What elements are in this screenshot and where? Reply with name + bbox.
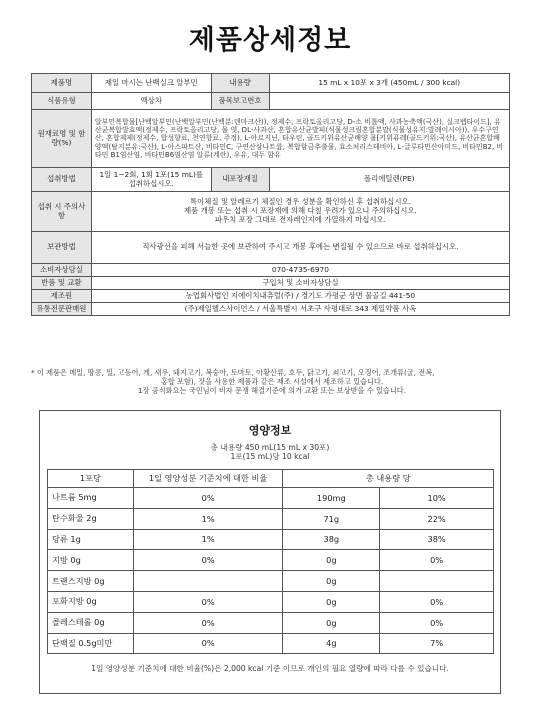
- seller-label: 유통전문판매원: [32, 303, 92, 316]
- nutrient-total: 0g: [283, 550, 380, 571]
- nutrient-daily-pct: 0%: [133, 550, 283, 571]
- storage-label: 보관방법: [32, 232, 92, 264]
- nutrition-row: [48, 591, 494, 612]
- nutrient-total-pct: 0%: [380, 612, 494, 633]
- nutrient-total: 4g: [283, 633, 380, 654]
- allergen-notice: [31, 368, 513, 396]
- nutrient-total: 0g: [283, 571, 380, 592]
- nutrient-daily-pct: [133, 571, 283, 592]
- nutrient-daily-pct: 1%: [133, 529, 283, 550]
- ingredients-value: 알부민복합물[난백알부민(난백알부민(난백분:덴마크산)), 정제수, 프락토올리고당, D-소 비톨액, 사과농축액(국산), 실크펩타이드], 유산균복합발효액(정제수, 프락토올리고당, 물 엿, DL-사과산, 혼합유산균발피(식물성크림혼합분말(식물성유지:말레이시아)), 우수구연 산, 혼합제제(정제수, 합성향료, 천연향료, 주정), L-아르지닌, 타우린, 골드키위유산균배양 물[키위퓨레(골드키위:국산), 유산균혼합배양액(탈지분유:국산), L-아스파트산, 비타민C, 구연산삼나트륨, 복합함금추출물, 효소처리스테비아, L-글루타민산아미드, 비타민B2, 비타민 B1염산염, 비타민B6염산염 알류(계란), 우유, 대두 함유: [91, 110, 509, 168]
- nutrition-row: [48, 529, 494, 550]
- report-no-value: [269, 93, 510, 110]
- nutrient-total-pct: 22%: [380, 508, 494, 529]
- nutrition-footnote: 1일 영양성분 기준치에 대한 비율(%)은 2,000 kcal 기준 이므로 개인의 필요 열량에 따라 다를 수 있습니다.: [91, 664, 449, 673]
- nutrient-total-pct: 38%: [380, 529, 494, 550]
- header-per-serving: 1포당: [48, 470, 134, 488]
- maker-value: 농업회사법인 지에이치내츄럴(주) / 경기도 가평군 상면 물골길 441-50: [91, 290, 509, 303]
- nutrient-name: 포화지방 0g: [48, 591, 134, 612]
- nutrient-total-pct: 10%: [380, 488, 494, 509]
- nutrition-header-row: [48, 470, 494, 488]
- intake-value: 1일 1~2회, 1회 1포(15 mL)를 섭취하십시오.: [91, 168, 211, 192]
- consumer-label: 소비자상담실: [32, 264, 92, 277]
- nutrient-total: 38g: [283, 529, 380, 550]
- nutrient-total-pct: 7%: [380, 633, 494, 654]
- nutrient-daily-pct: 0%: [133, 633, 283, 654]
- nutrient-total-pct: 0%: [380, 550, 494, 571]
- nutrition-row: [48, 550, 494, 571]
- nutrient-name: 지방 0g: [48, 550, 134, 571]
- nutrition-row: [48, 612, 494, 633]
- header-daily-value: 1일 영양성분 기준치에 대한 비율: [133, 470, 283, 488]
- storage-value: 직사광선을 피해 서늘한 곳에 보관하여 주시고 개봉 후에는 변질될 수 있으므로 바로 섭취하십시오.: [91, 232, 509, 264]
- report-no-label: 품목보고번호: [211, 93, 269, 110]
- nutrient-name: 탄수화물 2g: [48, 508, 134, 529]
- caution-line: 파우치 포장 그대로 전자레인지에 가열하지 마십시오.: [214, 214, 387, 224]
- nutrition-summary: [40, 443, 500, 462]
- product-name-value: 제일 마시는 난백실크 알부민: [91, 74, 211, 93]
- header-total: 총 내용량 당: [283, 470, 494, 488]
- ingredients-label: 원재료명 및 함량(%): [32, 110, 92, 168]
- nutrient-total: 71g: [283, 508, 380, 529]
- intake-label: 섭취방법: [32, 168, 92, 192]
- nutrition-table: [47, 469, 494, 654]
- nutrient-name: 나트륨 5mg: [48, 488, 134, 509]
- nutrient-daily-pct: 1%: [133, 508, 283, 529]
- product-info-table: [31, 73, 510, 316]
- maker-label: 제조원: [32, 290, 92, 303]
- food-type-value: 액상차: [91, 93, 211, 110]
- nutrient-total: 190mg: [283, 488, 380, 509]
- package-value: 폴리에틸렌(PE): [269, 168, 510, 192]
- nutrient-total: 0g: [283, 591, 380, 612]
- compensation-notice-line: 1장 공식화요는 국민님이 비자 문쟁 해결기준에 의거 교환 또는 보상받을 수 있습니다.: [137, 386, 407, 396]
- nutrition-row: [48, 488, 494, 509]
- page-title: 제품상세정보: [188, 25, 352, 56]
- volume-label: 내용량: [211, 74, 269, 93]
- caution-value: [91, 192, 509, 232]
- caution-label: 섭취 시 주의사항: [32, 192, 92, 232]
- nutrition-row: [48, 633, 494, 654]
- nutrition-row: [48, 508, 494, 529]
- allergen-notice-line: * 이 제품은 메밀, 땅콩, 밀, 고등어, 게, 새우, 돼지고기, 복숭아, 토마토, 아황산류, 호두, 닭고기, 쇠고기, 오징어, 조개류(굴, 전복,: [31, 368, 435, 377]
- nutrient-name: 트랜스지방 0g: [48, 571, 134, 592]
- nutrient-name: 콜레스테롤 0g: [48, 612, 134, 633]
- caution-line: 제품 개봉 또는 섭취 시 포장재에 의해 다칠 우려가 있으니 주의하십시오.: [184, 206, 417, 216]
- nutrient-name: 단백질 0.5g미만: [48, 633, 134, 654]
- nutrition-title: 영양정보: [248, 424, 292, 437]
- return-label: 반품 및 교환: [32, 277, 92, 290]
- nutrient-daily-pct: 0%: [133, 612, 283, 633]
- seller-value: (주)제일헬스사이언스 / 서울특별시 서초구 사평대로 343 제일약품 사옥: [91, 303, 509, 316]
- allergen-notice-line: 홍합 포함), 잣을 사용한 제품과 같은 제조 시설에서 제조하고 있습니다.: [160, 377, 384, 387]
- nutrition-total-amount: 총 내용량 450 mL(15 mL x 30포): [210, 443, 330, 452]
- nutrition-per-serving: 1포(15 mL)당 10 kcal: [230, 452, 310, 462]
- nutrient-daily-pct: 0%: [133, 591, 283, 612]
- nutrient-name: 당류 1g: [48, 529, 134, 550]
- nutrient-total-pct: 0%: [380, 591, 494, 612]
- food-type-label: 식품유형: [32, 93, 92, 110]
- consumer-value: 070-4735-6970: [91, 264, 509, 277]
- volume-value: 15 mL x 10포 x 3개 (450mL / 300 kcal): [269, 74, 510, 93]
- nutrient-total: 0g: [283, 612, 380, 633]
- nutrient-daily-pct: 0%: [133, 488, 283, 509]
- return-value: 구입처 및 소비자상담실: [91, 277, 509, 290]
- package-label: 내포장재질: [211, 168, 269, 192]
- nutrition-facts-panel: [39, 410, 501, 694]
- nutrition-row: [48, 571, 494, 592]
- product-name-label: 제품명: [32, 74, 92, 93]
- nutrient-total-pct: [380, 571, 494, 592]
- caution-line: 특이체질 및 알레르기 체질인 경우 성분을 확인하신 후 섭취하십시오.: [189, 197, 411, 207]
